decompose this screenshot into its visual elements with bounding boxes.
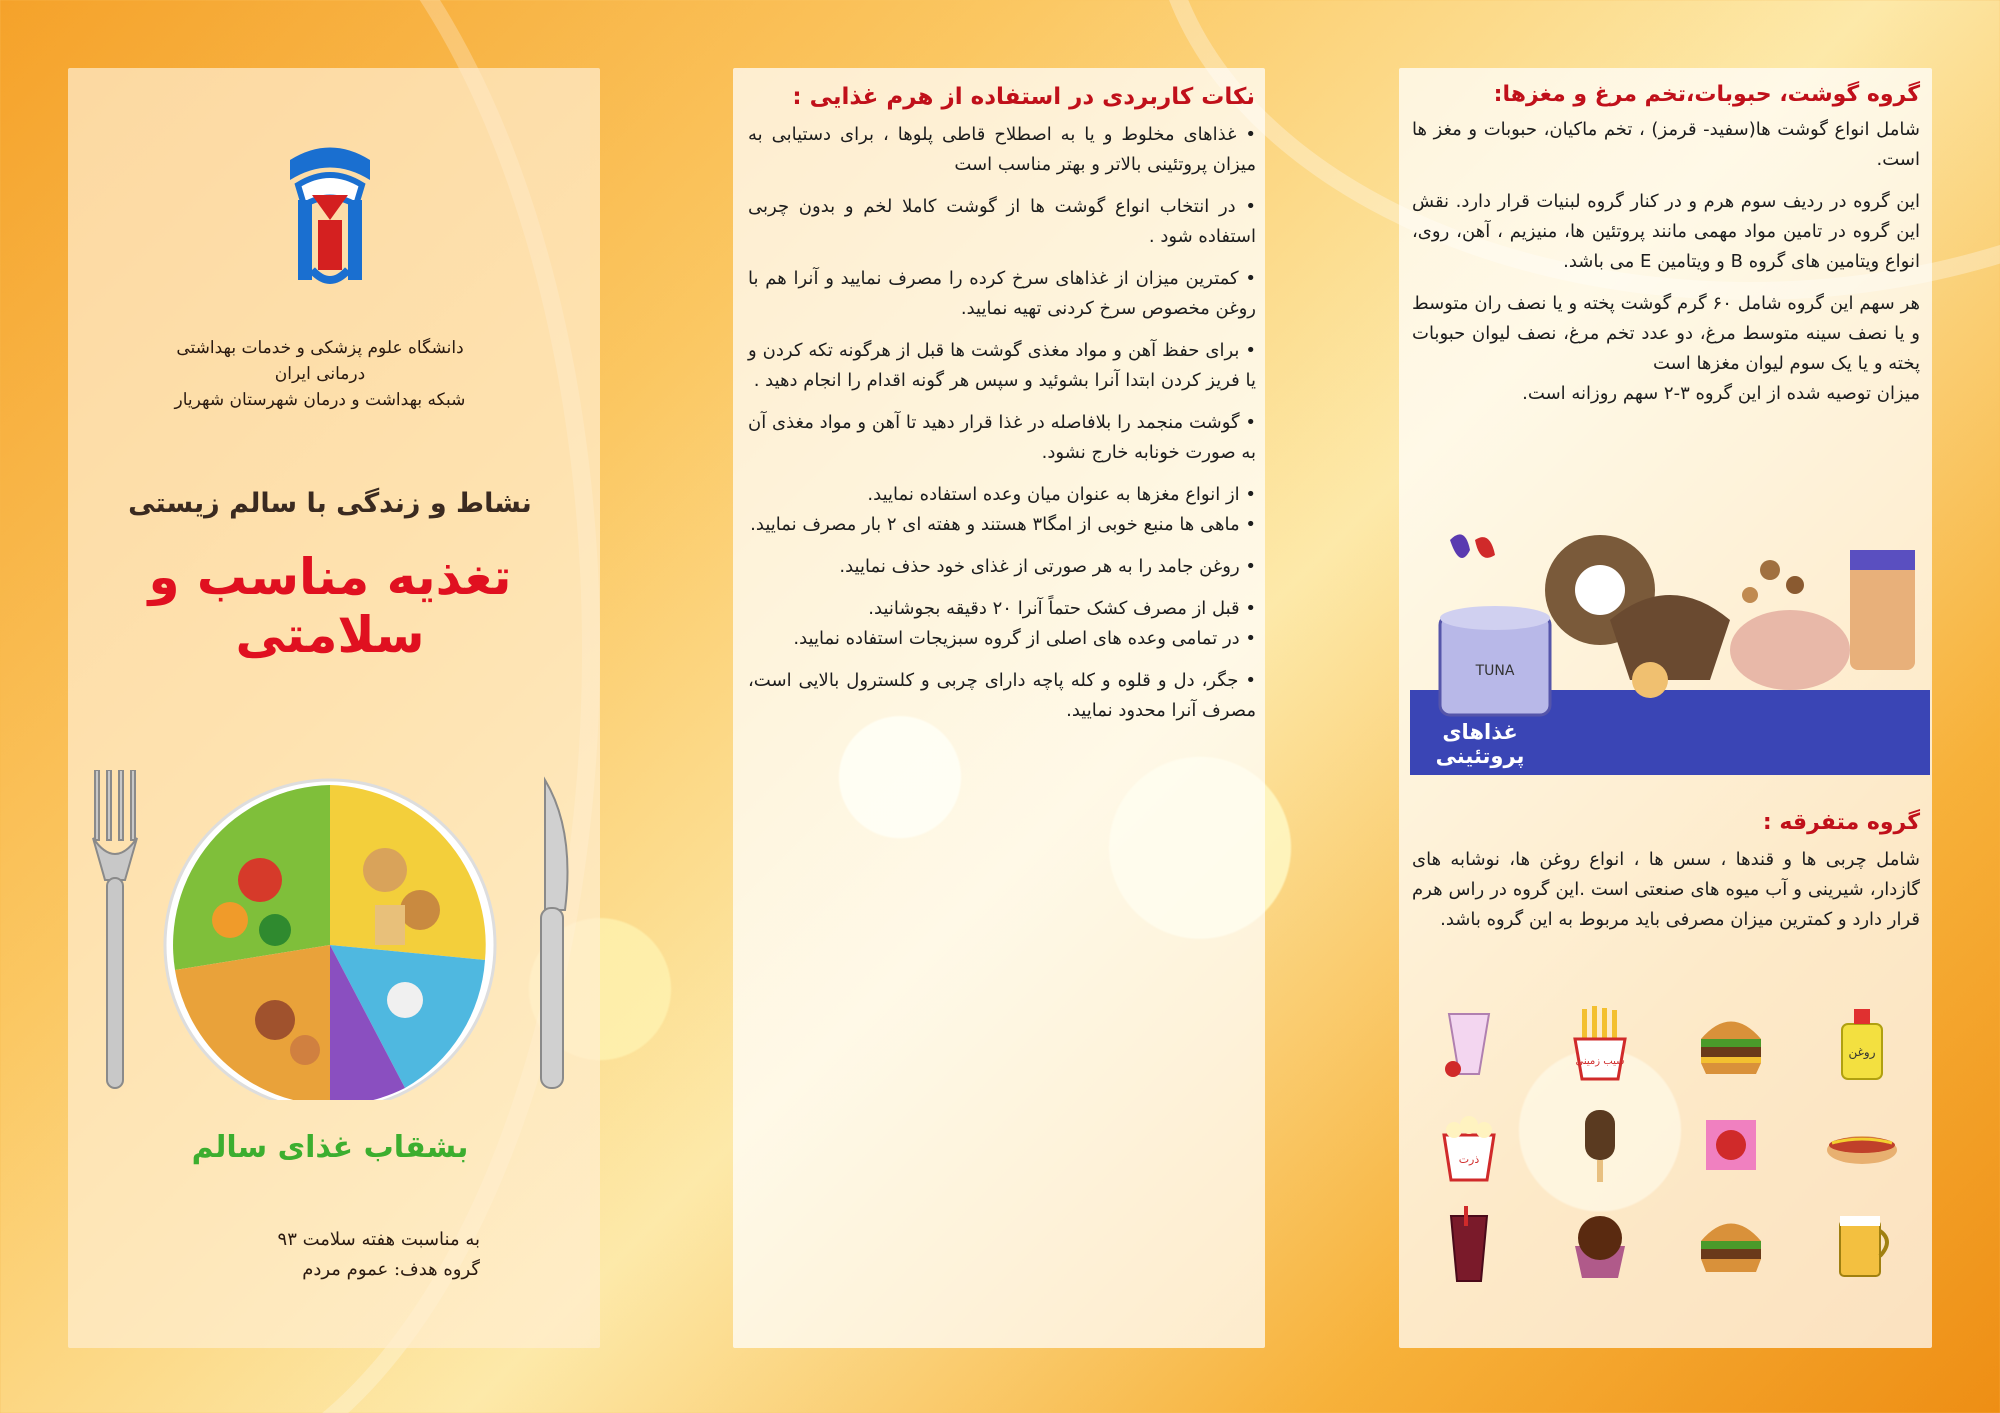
tip-item: • در انتخاب انواع گوشت ها از گوشت کاملا لخم و بدون چربی استفاده شود .	[748, 196, 1256, 247]
candy-icon	[1667, 1096, 1794, 1193]
hamburger-icon	[1667, 995, 1794, 1092]
brochure-subtitle: نشاط و زندگی با سالم زیستی	[128, 488, 532, 519]
popcorn-icon	[1405, 1096, 1532, 1193]
tuna-can-label: TUNA	[1475, 663, 1515, 679]
misc-group-text: شامل چربی ها و قندها ، سس ها ، انواع روغن ها، نوشابه های گازدار، شیرینی و آب میوه های صنعتی است .این گروه در راس هرم قرار دارد و کمترین میزان مصرفی باید مربوط به این گروه باشد.	[1412, 849, 1920, 930]
tip-item: • جگر، دل و قلوه و کله پاچه دارای چربی و کلسترول بالایی است، مصرف آنرا محدود نمایید.	[748, 670, 1256, 721]
chocolate-cupcake-icon	[1536, 1198, 1663, 1295]
tip-item: • کمترین میزان از غذاهای سرخ کرده را مصرف نمایید و آنرا هم با روغن مخصوص سرخ کردنی تهیه نمایید.	[748, 268, 1256, 319]
protein-paragraph: این گروه در ردیف سوم هرم و در کنار گروه لبنیات قرار دارد. نقش این گروه در تامین مواد مهمی مانند پروتئین ها، منیزیم ، آهن، روی، انواع ویتامین های گروه B و ویتامین E می باشد.	[1412, 191, 1920, 272]
protein-foods-label: غذاهای پروتئینی	[1435, 720, 1525, 768]
occasion-note	[200, 1225, 480, 1285]
tip-item: • ماهی ها منبع خوبی از امگا۳ هستند و هفته ای ۲ بار مصرف نمایید.	[750, 514, 1256, 535]
tip-item: • قبل از مصرف کشک حتماً آنرا ۲۰ دقیقه بجوشانید.	[868, 598, 1256, 619]
popcorn-label: ذرت	[1458, 1152, 1479, 1166]
french-fries-icon	[1536, 995, 1663, 1092]
soda-glass-icon	[1405, 1198, 1532, 1295]
org-line-2: شبکه بهداشت و درمان شهرستان شهریار	[174, 390, 466, 410]
food-plate	[165, 780, 495, 1100]
juice-mug-icon	[1798, 1198, 1925, 1295]
tip-item: • گوشت منجمد را بلافاصله در غذا قرار دهید تا آهن و مواد مغذی آن به صورت خونابه خارج نشود.	[748, 412, 1256, 463]
protein-group-heading: گروه گوشت، حبوبات،تخم مرغ و مغزها:	[1493, 82, 1920, 107]
tips-list	[748, 120, 1256, 738]
tip-item: • غذاهای مخلوط و یا به اصطلاح قاطی پلوها ، برای دستیابی به میزان پروتئینی بالاتر و بهتر مناسب است	[748, 124, 1256, 175]
tip-item: • از انواع مغزها به عنوان میان وعده استفاده نمایید.	[867, 484, 1256, 505]
brochure-title: تغذیه مناسب و سلامتی	[148, 548, 512, 664]
hamburger-icon-2	[1667, 1198, 1794, 1295]
ice-cream-bar-icon	[1536, 1096, 1663, 1193]
occasion-line-2: گروه هدف: عموم مردم	[302, 1259, 480, 1280]
hot-dog-icon	[1798, 1096, 1925, 1193]
misc-group-heading: گروه متفرقه :	[1762, 810, 1920, 835]
fries-label: سیب زمینی	[1575, 1055, 1624, 1067]
organization-name	[160, 335, 480, 413]
university-logo	[270, 140, 390, 290]
occasion-line-1: به مناسبت هفته سلامت ۹۳	[277, 1229, 480, 1250]
protein-paragraph: هر سهم این گروه شامل ۶۰ گرم گوشت پخته و یا نصف ران متوسط و یا نصف سینه متوسط مرغ، دو عدد تخم مرغ، نصف لیوان حبوبات پخته و یا یک سوم لیوان مغزها است	[1412, 293, 1920, 374]
tip-item: • روغن جامد را به هر صورتی از غذای خود حذف نمایید.	[839, 556, 1256, 577]
tip-item: • برای حفظ آهن و مواد مغذی گوشت ها قبل از هرگونه تکه کردن و یا فریز کردن ابتدا آنرا بشوئید و سپس هر گونه اقدام را انجام دهید .	[748, 340, 1256, 391]
healthy-plate-illustration	[75, 770, 585, 1100]
milkshake-icon	[1405, 995, 1532, 1092]
fork-icon	[93, 770, 137, 1088]
org-line-1: دانشگاه علوم پزشکی و خدمات بهداشتی درمانی ایران	[176, 338, 464, 384]
protein-group-text	[1412, 115, 1920, 421]
cooking-oil-icon	[1798, 995, 1925, 1092]
protein-paragraph: میزان توصیه شده از این گروه ۳-۲ سهم روزانه است.	[1522, 383, 1920, 404]
oil-label: روغن	[1848, 1044, 1875, 1059]
junk-food-grid	[1405, 995, 1925, 1295]
plate-caption: بشقاب غذای سالم	[191, 1130, 469, 1165]
knife-icon	[541, 780, 568, 1088]
tips-heading: نکات کاربردی در استفاده از هرم غذایی :	[792, 84, 1255, 110]
tip-item: • در تمامی وعده های اصلی از گروه سبزیجات استفاده نمایید.	[793, 628, 1256, 649]
protein-paragraph: شامل انواع گوشت ها(سفید- قرمز) ، تخم ماکیان، حبوبات و مغز ها است.	[1412, 119, 1920, 170]
